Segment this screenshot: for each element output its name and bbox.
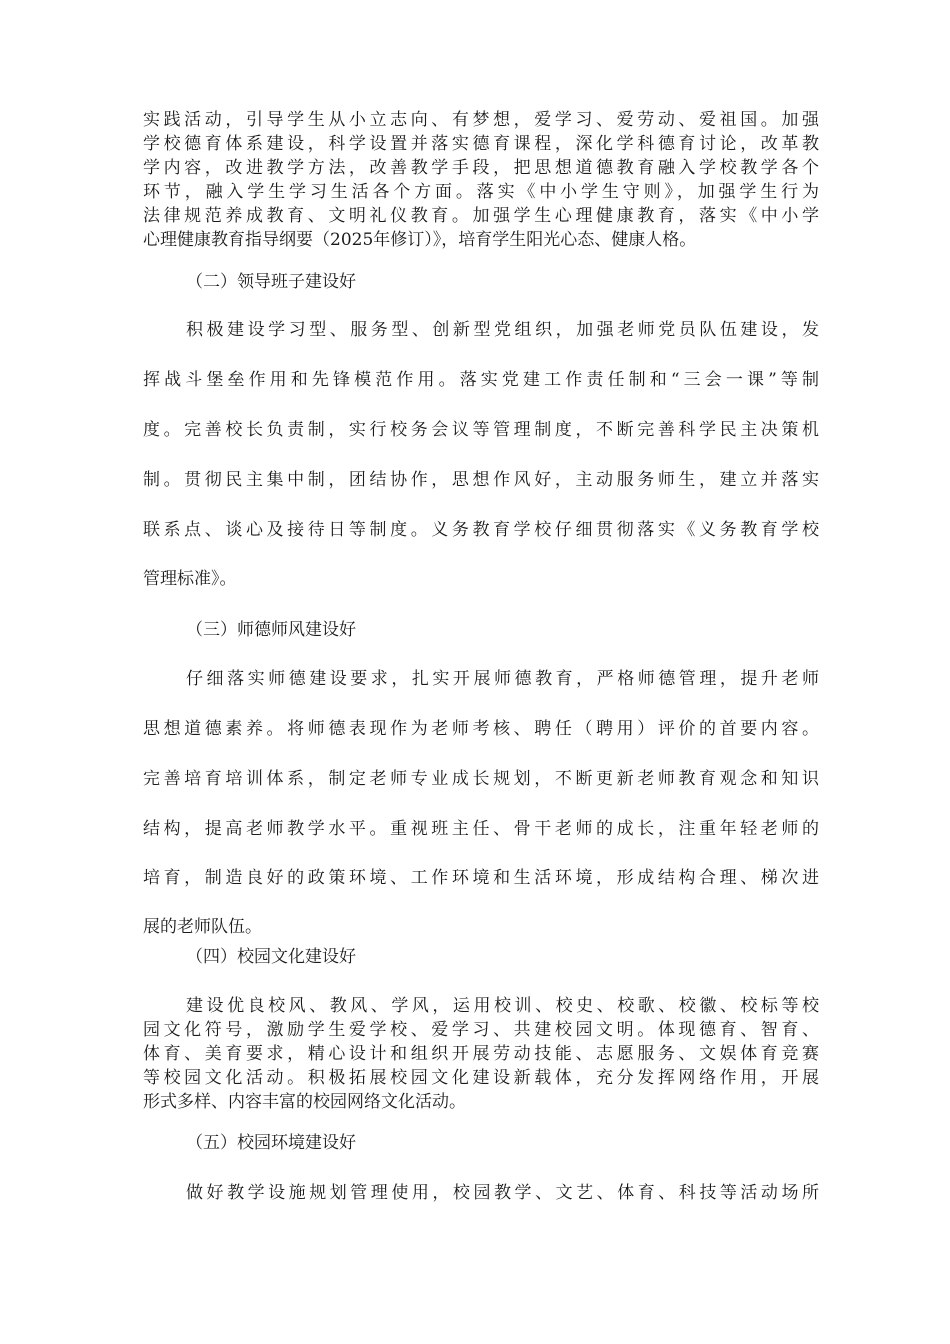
paragraph-line: 制。贯彻民主集中制，团结协作，思想作风好，主动服务师生，建立并落实 <box>143 470 819 490</box>
paragraph-line: 形式多样、内容丰富的校园网络文化活动。 <box>143 1092 466 1112</box>
paragraph-line: 体育、美育要求，精心设计和组织开展劳动技能、志愿服务、文娱体育竞赛 <box>143 1044 819 1064</box>
paragraph-line: 学内容，改进教学方法，改善教学手段，把思想道德教育融入学校教学各个 <box>143 158 819 178</box>
paragraph-line: 结构，提高老师教学水平。重视班主任、骨干老师的成长，注重年轻老师的 <box>143 819 819 839</box>
paragraph-line: 联系点、谈心及接待日等制度。义务教育学校仔细贯彻落实《义务教育学校 <box>143 520 819 540</box>
section-heading: （二）领导班子建设好 <box>186 272 356 292</box>
paragraph-line: 心理健康教育指导纲要（2025年修订）》，培育学生阳光心态、健康人格。 <box>143 230 697 250</box>
paragraph-line: 管理标准》。 <box>143 569 237 589</box>
paragraph-line: 展的老师队伍。 <box>143 917 262 937</box>
paragraph-line: 挥战斗堡垒作用和先锋模范作用。落实党建工作责任制和“三会一课”等制 <box>143 370 819 390</box>
paragraph-line: 度。完善校长负责制，实行校务会议等管理制度，不断完善科学民主决策机 <box>143 420 819 440</box>
paragraph-line: 思想道德素养。将师德表现作为老师考核、聘任（聘用）评价的首要内容。 <box>143 719 819 739</box>
section-heading: （四）校园文化建设好 <box>186 947 356 967</box>
paragraph-line: 法律规范养成教育、文明礼仪教育。加强学生心理健康教育，落实《中小学 <box>143 206 819 226</box>
paragraph-line: 园文化符号，激励学生爱学校、爱学习、共建校园文明。体现德育、智育、 <box>143 1020 819 1040</box>
paragraph-line: 积极建设学习型、服务型、创新型党组织，加强老师党员队伍建设，发 <box>186 320 819 340</box>
paragraph-line: 完善培育培训体系，制定老师专业成长规划，不断更新老师教育观念和知识 <box>143 769 819 789</box>
section-heading: （五）校园环境建设好 <box>186 1133 356 1153</box>
paragraph-line: 实践活动，引导学生从小立志向、有梦想，爱学习、爱劳动、爱祖国。加强 <box>143 110 819 130</box>
paragraph-line: 培育，制造良好的政策环境、工作环境和生活环境，形成结构合理、梯次进 <box>143 868 819 888</box>
paragraph-line: 等校园文化活动。积极拓展校园文化建设新载体，充分发挥网络作用，开展 <box>143 1068 819 1088</box>
paragraph-line: 建设优良校风、教风、学风，运用校训、校史、校歌、校徽、校标等校 <box>186 996 819 1016</box>
paragraph-line: 环节，融入学生学习生活各个方面。落实《中小学生守则》，加强学生行为 <box>143 182 819 202</box>
paragraph-line: 学校德育体系建设，科学设置并落实德育课程，深化学科德育讨论，改革教 <box>143 134 819 154</box>
paragraph-line: 仔细落实师德建设要求，扎实开展师德教育，严格师德管理，提升老师 <box>186 669 819 689</box>
paragraph-line: 做好教学设施规划管理使用，校园教学、文艺、体育、科技等活动场所 <box>186 1183 819 1203</box>
section-heading: （三）师德师风建设好 <box>186 620 356 640</box>
